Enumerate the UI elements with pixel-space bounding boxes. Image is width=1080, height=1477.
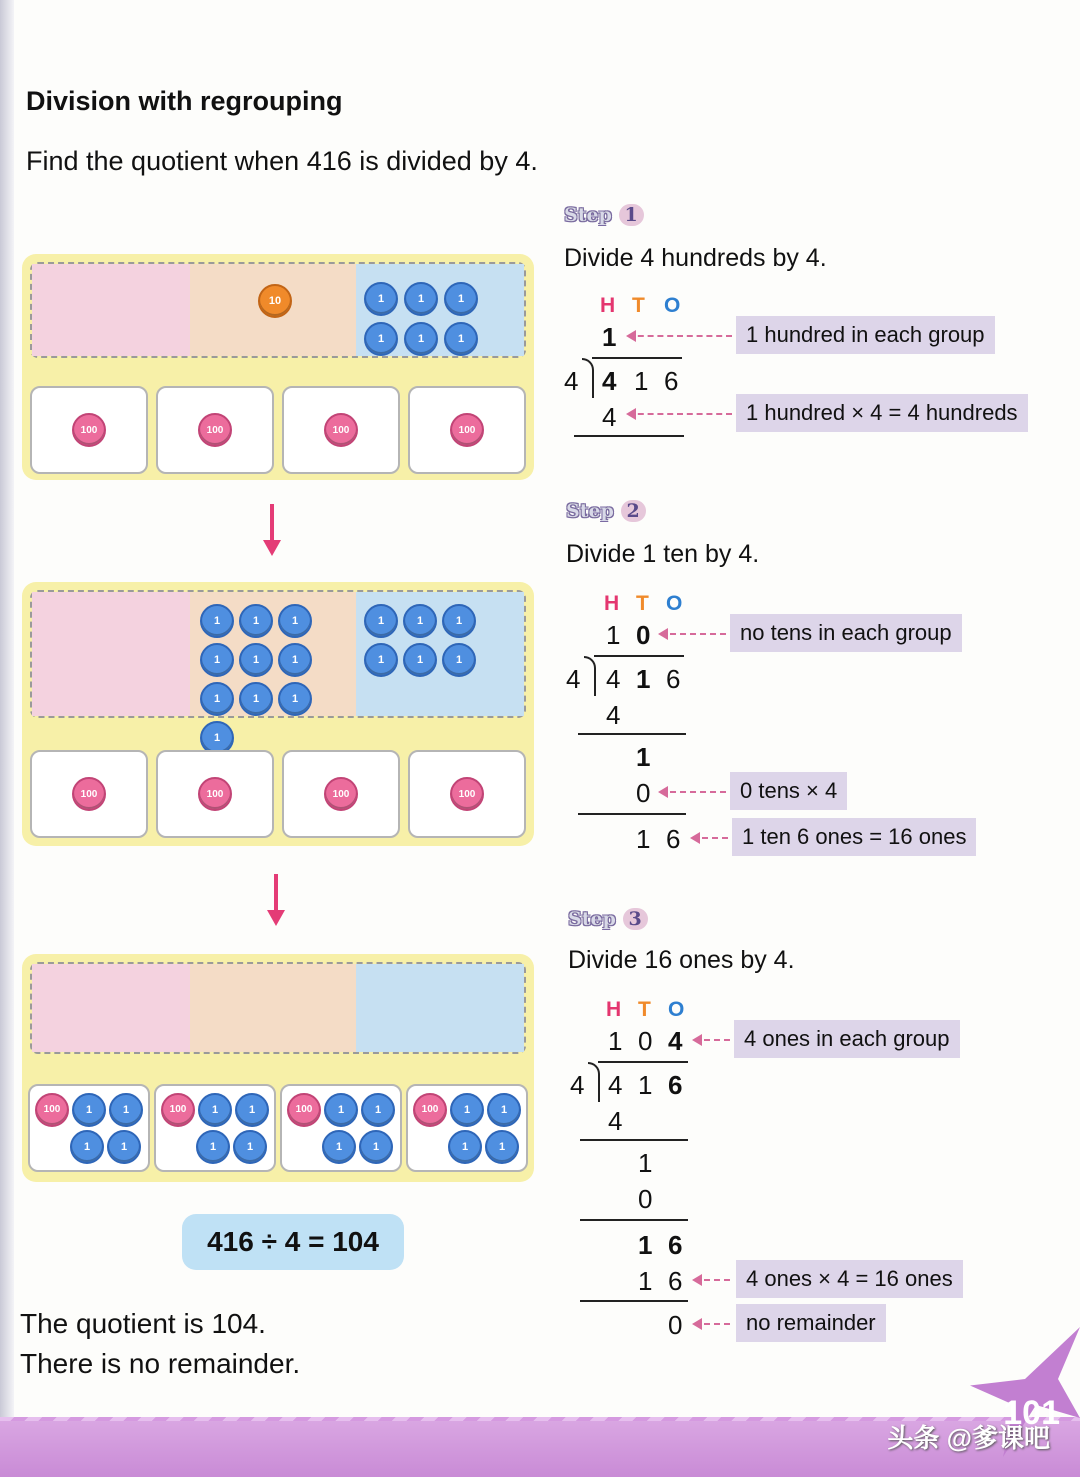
down-arrow (270, 504, 274, 540)
subtraction-line (574, 435, 684, 437)
work-digit: 1 (638, 1266, 653, 1296)
division-bar (594, 655, 684, 657)
subtraction-line (580, 1300, 688, 1302)
division-bracket (584, 656, 596, 696)
one-disc: 1 (324, 1093, 358, 1127)
one-disc: 1 (200, 604, 234, 638)
dividend-digit: 4 (602, 366, 617, 396)
one-disc: 1 (70, 1130, 104, 1164)
group-box (156, 750, 274, 838)
hundred-disc: 100 (161, 1093, 195, 1127)
pointer-arrow (692, 837, 728, 839)
one-disc: 1 (278, 643, 312, 677)
ones-header: O (664, 294, 681, 317)
one-disc: 1 (487, 1093, 521, 1127)
one-disc: 1 (403, 604, 437, 638)
place-value-box (30, 262, 526, 358)
step-instruction: Divide 1 ten by 4. (566, 540, 760, 568)
down-arrow-head (263, 540, 281, 556)
divisor: 4 (570, 1070, 585, 1100)
step-instruction: Divide 4 hundreds by 4. (564, 244, 827, 272)
tens-header: T (632, 294, 645, 317)
subtraction-line (580, 1219, 688, 1221)
group-box (406, 1084, 528, 1172)
pointer-arrow (660, 633, 726, 635)
subtraction-line (580, 1139, 688, 1141)
step-note: 0 tens × 4 (730, 772, 847, 810)
one-disc: 1 (239, 682, 273, 716)
down-arrow (274, 874, 278, 910)
conclusion-quotient: The quotient is 104. (20, 1308, 266, 1339)
ten-disc: 10 (258, 284, 292, 318)
work-digit: 1 (638, 1230, 653, 1260)
one-disc: 1 (442, 643, 476, 677)
one-disc: 1 (444, 322, 478, 356)
tens-zone (190, 964, 356, 1052)
subtraction-line (578, 733, 686, 735)
one-disc: 1 (200, 682, 234, 716)
one-disc: 1 (403, 643, 437, 677)
group-box (30, 386, 148, 474)
one-disc: 1 (239, 604, 273, 638)
tens-zone (190, 264, 356, 356)
tens-header: T (636, 592, 649, 615)
group-box (30, 750, 148, 838)
quotient-digit: 0 (636, 620, 651, 650)
division-bar (592, 357, 682, 359)
dividend-digit: 6 (664, 366, 679, 396)
work-digit: 1 (638, 1148, 653, 1178)
work-digit: 0 (638, 1184, 653, 1214)
one-disc: 1 (364, 643, 398, 677)
down-arrow-head (267, 910, 285, 926)
work-digit: 4 (606, 700, 621, 730)
one-disc: 1 (233, 1130, 267, 1164)
hundred-disc: 100 (35, 1093, 69, 1127)
disc-panel-3 (22, 954, 534, 1182)
pointer-arrow (694, 1323, 730, 1325)
one-disc: 1 (198, 1093, 232, 1127)
dividend-digit: 6 (668, 1070, 683, 1100)
quotient-digit: 0 (638, 1026, 653, 1056)
dividend-digit: 1 (634, 366, 649, 396)
work-digit: 6 (666, 824, 681, 854)
one-disc: 1 (200, 721, 234, 755)
place-value-box (30, 590, 526, 744)
one-disc: 1 (278, 682, 312, 716)
tens-zone (190, 592, 356, 744)
hundreds-header: H (600, 294, 616, 317)
quotient-digit: 1 (602, 322, 617, 352)
result-equation: 416 ÷ 4 = 104 (182, 1214, 404, 1270)
pointer-arrow (628, 335, 732, 337)
watermark: 头条 @爹课吧 (887, 1423, 1050, 1453)
page-title: Division with regrouping (26, 86, 343, 116)
one-disc: 1 (200, 643, 234, 677)
divisor: 4 (564, 366, 579, 396)
step-badge: Step 1 (564, 204, 644, 226)
quotient-digit: 1 (606, 620, 621, 650)
hundred-disc: 100 (450, 777, 484, 811)
dividend-digit: 4 (608, 1070, 623, 1100)
ones-header: O (668, 998, 685, 1021)
one-disc: 1 (444, 282, 478, 316)
place-value-box (30, 962, 526, 1054)
division-bracket (582, 358, 594, 398)
hundred-disc: 100 (198, 777, 232, 811)
hundred-disc: 100 (450, 413, 484, 447)
one-disc: 1 (235, 1093, 269, 1127)
step-badge: Step 3 (568, 908, 648, 930)
book-spine (0, 0, 14, 1477)
hundred-disc: 100 (287, 1093, 321, 1127)
work-digit: 4 (602, 402, 617, 432)
group-box (156, 386, 274, 474)
ones-zone (356, 592, 524, 716)
disc-panel-2 (22, 582, 534, 846)
one-disc: 1 (107, 1130, 141, 1164)
step-note: 1 ten 6 ones = 16 ones (732, 818, 976, 856)
ones-zone (356, 264, 524, 356)
group-row (22, 1084, 534, 1172)
subtraction-line (578, 813, 686, 815)
group-row (22, 750, 534, 838)
one-disc: 1 (109, 1093, 143, 1127)
step-instruction: Divide 16 ones by 4. (568, 946, 795, 974)
divisor: 4 (566, 664, 581, 694)
one-disc: 1 (442, 604, 476, 638)
one-disc: 1 (359, 1130, 393, 1164)
division-bracket (588, 1062, 600, 1102)
dividend-digit: 1 (636, 664, 651, 694)
disc-panel-1 (22, 254, 534, 480)
one-disc: 1 (450, 1093, 484, 1127)
hundreds-zone (32, 964, 190, 1052)
step-badge: Step 2 (566, 500, 646, 522)
dividend-digit: 1 (638, 1070, 653, 1100)
ones-zone (356, 964, 524, 1052)
conclusion-remainder: There is no remainder. (20, 1348, 301, 1379)
one-disc: 1 (72, 1093, 106, 1127)
work-digit: 6 (668, 1266, 683, 1296)
group-box (282, 386, 400, 474)
ones-header: O (666, 592, 683, 615)
hundreds-zone (32, 264, 190, 356)
work-digit: 4 (608, 1106, 623, 1136)
pointer-arrow (694, 1279, 730, 1281)
step-note: 1 hundred in each group (736, 316, 995, 354)
group-box (282, 750, 400, 838)
step-note: 4 ones in each group (734, 1020, 960, 1058)
pointer-arrow (628, 413, 732, 415)
hundred-disc: 100 (324, 777, 358, 811)
division-bar (598, 1061, 688, 1063)
group-box (154, 1084, 276, 1172)
work-digit: 1 (636, 742, 651, 772)
group-box (408, 386, 526, 474)
one-disc: 1 (404, 322, 438, 356)
intro-question: Find the quotient when 416 is divided by 4. (26, 146, 538, 176)
dividend-digit: 6 (666, 664, 681, 694)
pointer-arrow (694, 1039, 730, 1041)
one-disc: 1 (322, 1130, 356, 1164)
one-disc: 1 (448, 1130, 482, 1164)
one-disc: 1 (485, 1130, 519, 1164)
work-digit: 1 (636, 824, 651, 854)
group-row (22, 386, 534, 474)
one-disc: 1 (361, 1093, 395, 1127)
quotient-digit: 4 (668, 1026, 683, 1056)
group-box (28, 1084, 150, 1172)
hundreds-header: H (604, 592, 620, 615)
one-disc: 1 (278, 604, 312, 638)
step-note: no tens in each group (730, 614, 962, 652)
tens-header: T (638, 998, 651, 1021)
dividend-digit: 4 (606, 664, 621, 694)
one-disc: 1 (239, 643, 273, 677)
hundred-disc: 100 (198, 413, 232, 447)
one-disc: 1 (404, 282, 438, 316)
one-disc: 1 (364, 604, 398, 638)
page-number: 101 (1003, 1394, 1060, 1432)
group-box (280, 1084, 402, 1172)
step-note: no remainder (736, 1304, 886, 1342)
hundreds-zone (32, 592, 190, 716)
one-disc: 1 (364, 282, 398, 316)
work-digit: 6 (668, 1230, 683, 1260)
one-disc: 1 (196, 1130, 230, 1164)
one-disc: 1 (364, 322, 398, 356)
hundreds-header: H (606, 998, 622, 1021)
group-box (408, 750, 526, 838)
hundred-disc: 100 (72, 413, 106, 447)
work-digit: 0 (636, 778, 651, 808)
quotient-digit: 1 (608, 1026, 623, 1056)
hundred-disc: 100 (413, 1093, 447, 1127)
pointer-arrow (660, 791, 726, 793)
remainder-digit: 0 (668, 1310, 683, 1340)
step-note: 1 hundred × 4 = 4 hundreds (736, 394, 1028, 432)
hundred-disc: 100 (72, 777, 106, 811)
step-note: 4 ones × 4 = 16 ones (736, 1260, 963, 1298)
hundred-disc: 100 (324, 413, 358, 447)
